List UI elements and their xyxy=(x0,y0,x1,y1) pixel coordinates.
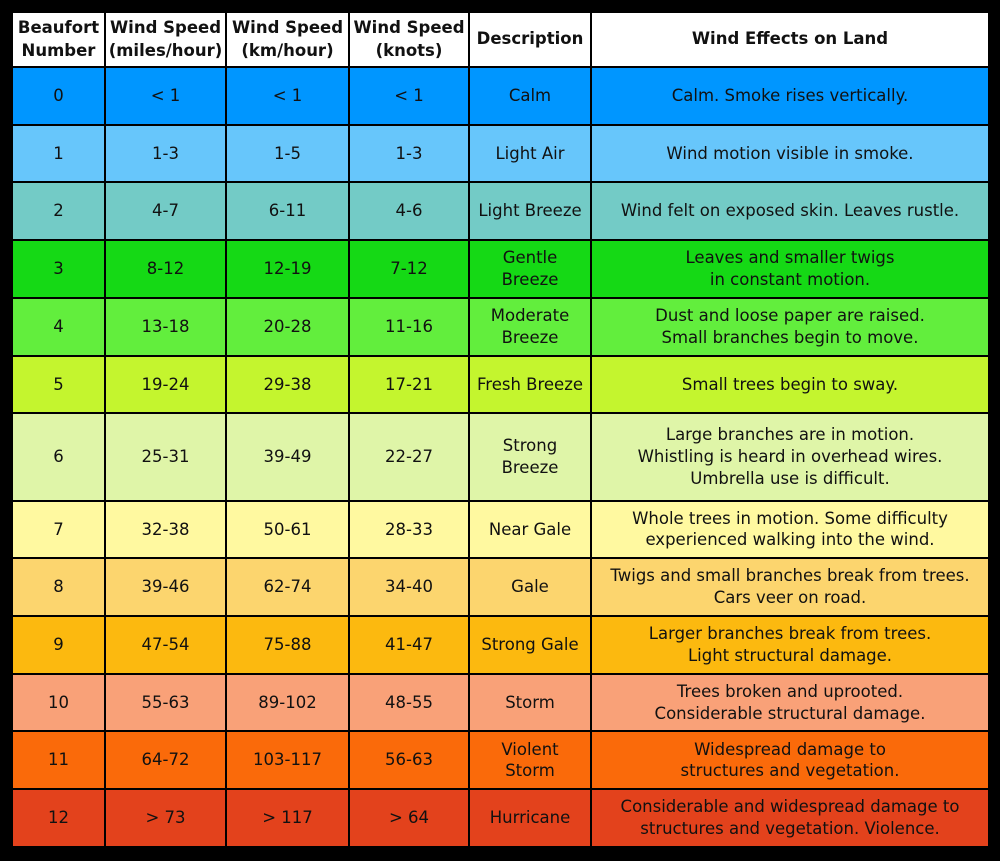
cell-wind-effects: Wind motion visible in smoke. xyxy=(591,125,989,183)
cell-wind-effects: Wind felt on exposed skin. Leaves rustle. xyxy=(591,182,989,240)
cell-beaufort-number: 2 xyxy=(12,182,105,240)
cell-description: Hurricane xyxy=(469,789,591,847)
cell-wind-speed-mph: 64-72 xyxy=(105,731,226,789)
table-row xyxy=(12,182,989,240)
cell-wind-speed-mph: 47-54 xyxy=(105,616,226,674)
cell-wind-speed-mph: 19-24 xyxy=(105,356,226,414)
cell-wind-speed-kmh: 103-117 xyxy=(226,731,349,789)
cell-beaufort-number: 8 xyxy=(12,558,105,616)
cell-wind-effects: Large branches are in motion. Whistling is heard in overhead wires. Umbrella use is difficult. xyxy=(591,413,989,500)
cell-wind-speed-knots: 41-47 xyxy=(349,616,469,674)
cell-wind-effects: Considerable and widespread damage to structures and vegetation. Violence. xyxy=(591,789,989,847)
cell-wind-speed-knots: > 64 xyxy=(349,789,469,847)
cell-wind-speed-knots: 17-21 xyxy=(349,356,469,414)
cell-wind-effects: Larger branches break from trees. Light structural damage. xyxy=(591,616,989,674)
cell-wind-effects: Dust and loose paper are raised. Small branches begin to move. xyxy=(591,298,989,356)
cell-wind-effects: Leaves and smaller twigs in constant motion. xyxy=(591,240,989,298)
cell-wind-speed-kmh: 1-5 xyxy=(226,125,349,183)
cell-wind-speed-mph: 4-7 xyxy=(105,182,226,240)
cell-wind-speed-kmh: 29-38 xyxy=(226,356,349,414)
cell-wind-speed-mph: 32-38 xyxy=(105,501,226,559)
cell-beaufort-number: 1 xyxy=(12,125,105,183)
cell-description: Light Air xyxy=(469,125,591,183)
header-description: Description xyxy=(469,12,591,67)
cell-description: Gentle Breeze xyxy=(469,240,591,298)
cell-description: Calm xyxy=(469,67,591,125)
cell-wind-speed-mph: 8-12 xyxy=(105,240,226,298)
cell-beaufort-number: 3 xyxy=(12,240,105,298)
cell-wind-effects: Widespread damage to structures and vegetation. xyxy=(591,731,989,789)
table-header xyxy=(12,12,989,67)
table-row xyxy=(12,674,989,732)
cell-description: Light Breeze xyxy=(469,182,591,240)
cell-wind-speed-knots: 28-33 xyxy=(349,501,469,559)
cell-beaufort-number: 4 xyxy=(12,298,105,356)
cell-beaufort-number: 10 xyxy=(12,674,105,732)
table-row xyxy=(12,356,989,414)
table-row xyxy=(12,616,989,674)
cell-wind-speed-knots: 22-27 xyxy=(349,413,469,500)
header-wind-speed-mph: Wind Speed (miles/hour) xyxy=(105,12,226,67)
cell-beaufort-number: 12 xyxy=(12,789,105,847)
cell-wind-speed-knots: 48-55 xyxy=(349,674,469,732)
cell-description: Strong Gale xyxy=(469,616,591,674)
cell-description: Fresh Breeze xyxy=(469,356,591,414)
cell-wind-speed-knots: 11-16 xyxy=(349,298,469,356)
cell-description: Violent Storm xyxy=(469,731,591,789)
cell-wind-speed-mph: 55-63 xyxy=(105,674,226,732)
cell-wind-speed-knots: 34-40 xyxy=(349,558,469,616)
cell-wind-speed-kmh: 50-61 xyxy=(226,501,349,559)
cell-wind-speed-knots: 7-12 xyxy=(349,240,469,298)
table-row xyxy=(12,731,989,789)
header-wind-effects: Wind Effects on Land xyxy=(591,12,989,67)
cell-wind-effects: Small trees begin to sway. xyxy=(591,356,989,414)
cell-description: Gale xyxy=(469,558,591,616)
table-body xyxy=(12,67,989,847)
cell-wind-speed-kmh: 39-49 xyxy=(226,413,349,500)
table-row xyxy=(12,67,989,125)
cell-description: Near Gale xyxy=(469,501,591,559)
cell-wind-speed-kmh: 75-88 xyxy=(226,616,349,674)
cell-wind-speed-mph: 39-46 xyxy=(105,558,226,616)
cell-wind-speed-mph: 1-3 xyxy=(105,125,226,183)
cell-wind-speed-kmh: 62-74 xyxy=(226,558,349,616)
table-row xyxy=(12,789,989,847)
table-row xyxy=(12,240,989,298)
cell-beaufort-number: 7 xyxy=(12,501,105,559)
cell-wind-effects: Whole trees in motion. Some difficulty experienced walking into the wind. xyxy=(591,501,989,559)
cell-description: Storm xyxy=(469,674,591,732)
header-wind-speed-kmh: Wind Speed (km/hour) xyxy=(226,12,349,67)
cell-wind-effects: Twigs and small branches break from trees. Cars veer on road. xyxy=(591,558,989,616)
header-beaufort-number: Beaufort Number xyxy=(12,12,105,67)
cell-beaufort-number: 9 xyxy=(12,616,105,674)
cell-wind-effects: Calm. Smoke rises vertically. xyxy=(591,67,989,125)
cell-description: Moderate Breeze xyxy=(469,298,591,356)
cell-wind-speed-knots: < 1 xyxy=(349,67,469,125)
cell-wind-speed-knots: 56-63 xyxy=(349,731,469,789)
beaufort-scale-table xyxy=(11,11,990,848)
cell-description: Strong Breeze xyxy=(469,413,591,500)
cell-beaufort-number: 5 xyxy=(12,356,105,414)
cell-wind-speed-mph: 13-18 xyxy=(105,298,226,356)
header-row xyxy=(12,12,989,67)
table-row xyxy=(12,413,989,500)
beaufort-table-frame xyxy=(11,11,988,848)
cell-beaufort-number: 11 xyxy=(12,731,105,789)
table-row xyxy=(12,501,989,559)
cell-beaufort-number: 6 xyxy=(12,413,105,500)
cell-wind-speed-kmh: 6-11 xyxy=(226,182,349,240)
cell-wind-speed-knots: 1-3 xyxy=(349,125,469,183)
cell-wind-speed-mph: 25-31 xyxy=(105,413,226,500)
cell-wind-speed-kmh: 20-28 xyxy=(226,298,349,356)
header-wind-speed-knots: Wind Speed (knots) xyxy=(349,12,469,67)
cell-wind-speed-kmh: 89-102 xyxy=(226,674,349,732)
table-row xyxy=(12,298,989,356)
cell-wind-speed-kmh: < 1 xyxy=(226,67,349,125)
cell-beaufort-number: 0 xyxy=(12,67,105,125)
cell-wind-speed-kmh: 12-19 xyxy=(226,240,349,298)
cell-wind-speed-mph: < 1 xyxy=(105,67,226,125)
cell-wind-effects: Trees broken and uprooted. Considerable structural damage. xyxy=(591,674,989,732)
cell-wind-speed-knots: 4-6 xyxy=(349,182,469,240)
cell-wind-speed-mph: > 73 xyxy=(105,789,226,847)
cell-wind-speed-kmh: > 117 xyxy=(226,789,349,847)
table-row xyxy=(12,558,989,616)
table-row xyxy=(12,125,989,183)
